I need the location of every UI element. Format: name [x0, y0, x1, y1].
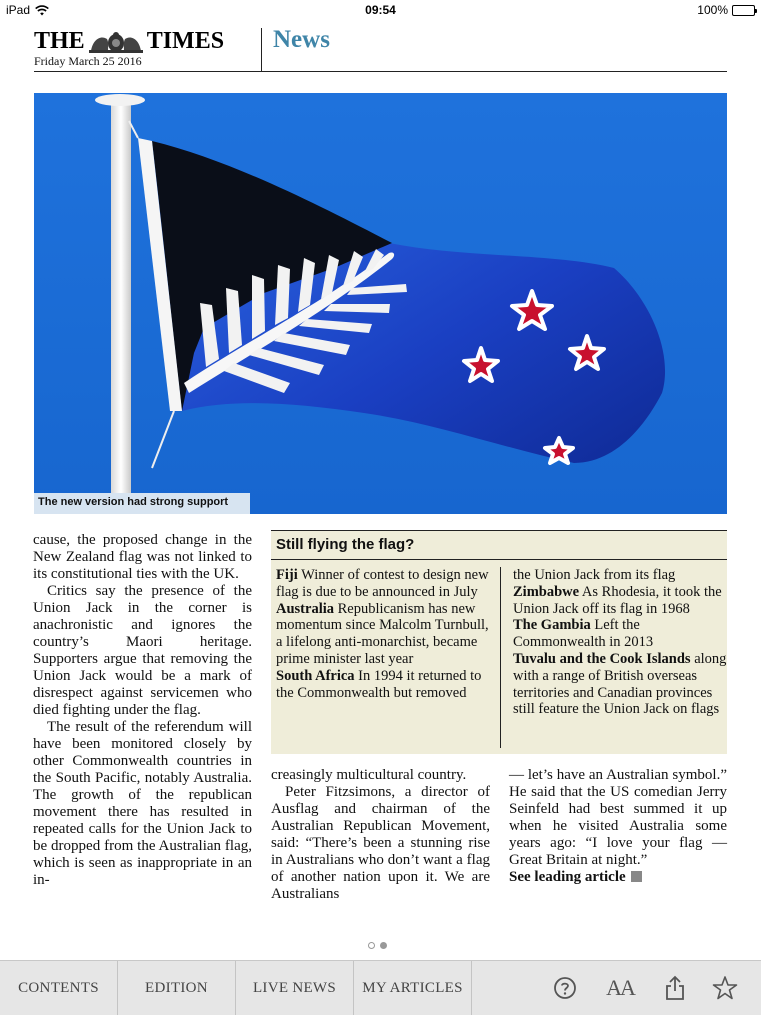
fact-entry-fiji	[276, 567, 494, 601]
my-articles-button[interactable]: MY ARTICLES	[354, 961, 472, 1015]
silver-fern-flag-illustration	[34, 93, 727, 514]
brand-the: THE	[34, 28, 85, 54]
battery-percentage: 100%	[697, 3, 728, 17]
fact-entry-south-africa-cont: the Union Jack from its flag	[513, 567, 676, 583]
status-bar	[0, 0, 761, 20]
fact-text: As Rhodesia, it took the Union Jack off its flag in 1968	[513, 583, 722, 617]
contents-button[interactable]: CONTENTS	[0, 961, 118, 1015]
fact-entry-australia	[276, 601, 494, 668]
font-size-label: AA	[606, 975, 634, 1000]
article-paragraph: cause, the proposed change in the New Zealand flag was not linked to its constitutional ties with the UK.	[33, 532, 252, 582]
article-paragraph: — let’s have an Australian symbol.” He said that the US comedian Jerry Seinfeld had best summed it up when he visited Australia some years ago: “I love your flag — Great Britain at night.”	[509, 767, 727, 868]
factbox-title: Still flying the flag?	[271, 531, 727, 560]
page-indicator	[368, 942, 387, 949]
page-dot-1[interactable]	[368, 942, 375, 949]
status-time: 09:54	[365, 3, 396, 17]
edition-button[interactable]: EDITION	[118, 961, 236, 1015]
device-name: iPad	[6, 3, 31, 17]
fact-country: The Gambia	[513, 617, 591, 634]
image-caption: The new version had strong support	[34, 493, 250, 514]
edition-date: Friday March 25 2016	[34, 54, 142, 68]
star-icon[interactable]	[712, 975, 738, 1001]
help-icon[interactable]	[552, 975, 578, 1001]
the-times-logo[interactable]	[34, 28, 224, 55]
brand-times: TIMES	[146, 28, 225, 54]
fact-entry-tuvalu-cook-islands	[513, 651, 727, 718]
font-size-icon[interactable]	[605, 975, 635, 1001]
royal-crest-icon	[87, 31, 145, 53]
article-column-3	[509, 767, 727, 886]
section-title: News	[273, 26, 330, 53]
page-dot-2-active[interactable]	[380, 942, 387, 949]
factbox-still-flying-the-flag	[271, 530, 727, 754]
article-paragraph: creasingly multicultural country.	[271, 767, 467, 783]
article-paragraph: Critics say the presence of the Union Jack in the corner is anachronistic and ignores the country’s Maori heritage. Supporters argue that removing the Union Jack would be a mark of disrespect against servicemen who died fighting under the flag.	[33, 583, 252, 718]
fact-country: Tuvalu and the Cook Islands	[513, 650, 691, 667]
fact-entry-the-gambia	[513, 617, 727, 651]
factbox-column-left	[276, 567, 494, 701]
factbox-divider	[500, 567, 501, 748]
masthead	[34, 26, 727, 72]
fact-text: Winner of contest to design new flag is due to be announced in July	[276, 567, 489, 600]
bottom-toolbar	[0, 960, 761, 1015]
article-paragraph: Peter Fitzsimons, a director of Ausflag and chairman of the Australian Republican Movement, said: “There’s been a stunning rise in Australians who don’t want a flag of another nation upon it. We are Australians	[271, 784, 490, 902]
fact-text: Republicanism has new momentum since Malcolm Turnbull, a lifelong anti-monarchist, became prime minister last year	[276, 600, 489, 667]
fact-entry-zimbabwe	[513, 584, 727, 618]
status-right	[697, 3, 755, 17]
fact-country: Zimbabwe	[513, 583, 580, 600]
see-leading-article-link[interactable]	[509, 869, 727, 886]
article-column-2	[271, 767, 490, 903]
fact-entry-south-africa	[276, 668, 494, 702]
end-of-article-marker	[631, 871, 642, 882]
live-news-button[interactable]: LIVE NEWS	[236, 961, 354, 1015]
masthead-divider	[261, 28, 262, 72]
battery-icon	[732, 5, 755, 16]
fact-country: South Africa	[276, 667, 355, 684]
fact-country: Australia	[276, 600, 334, 617]
factbox-column-right	[513, 567, 727, 718]
fact-text: Left the Commonwealth in 2013	[513, 617, 654, 651]
article-column-1	[33, 532, 252, 889]
fact-text: In 1994 it returned to the Commonwealth but removed	[276, 667, 482, 701]
fact-text: along with a range of British overseas territories and Canadian provinces still feature the Union Jack on flags	[513, 650, 727, 718]
article-paragraph: The result of the referendum will have been monitored closely by other Commonwealth countries in the South Pacific, notably Australia. The growth of the republican movement there has resulted in repeated calls for the Union Jack to be dropped from the Australian flag, which is seen as inappropriate in an in-	[33, 719, 252, 888]
fact-country: Fiji	[276, 567, 298, 583]
share-icon[interactable]	[662, 975, 688, 1001]
see-leading-article-label: See leading article	[509, 869, 626, 885]
hero-image	[34, 93, 727, 514]
